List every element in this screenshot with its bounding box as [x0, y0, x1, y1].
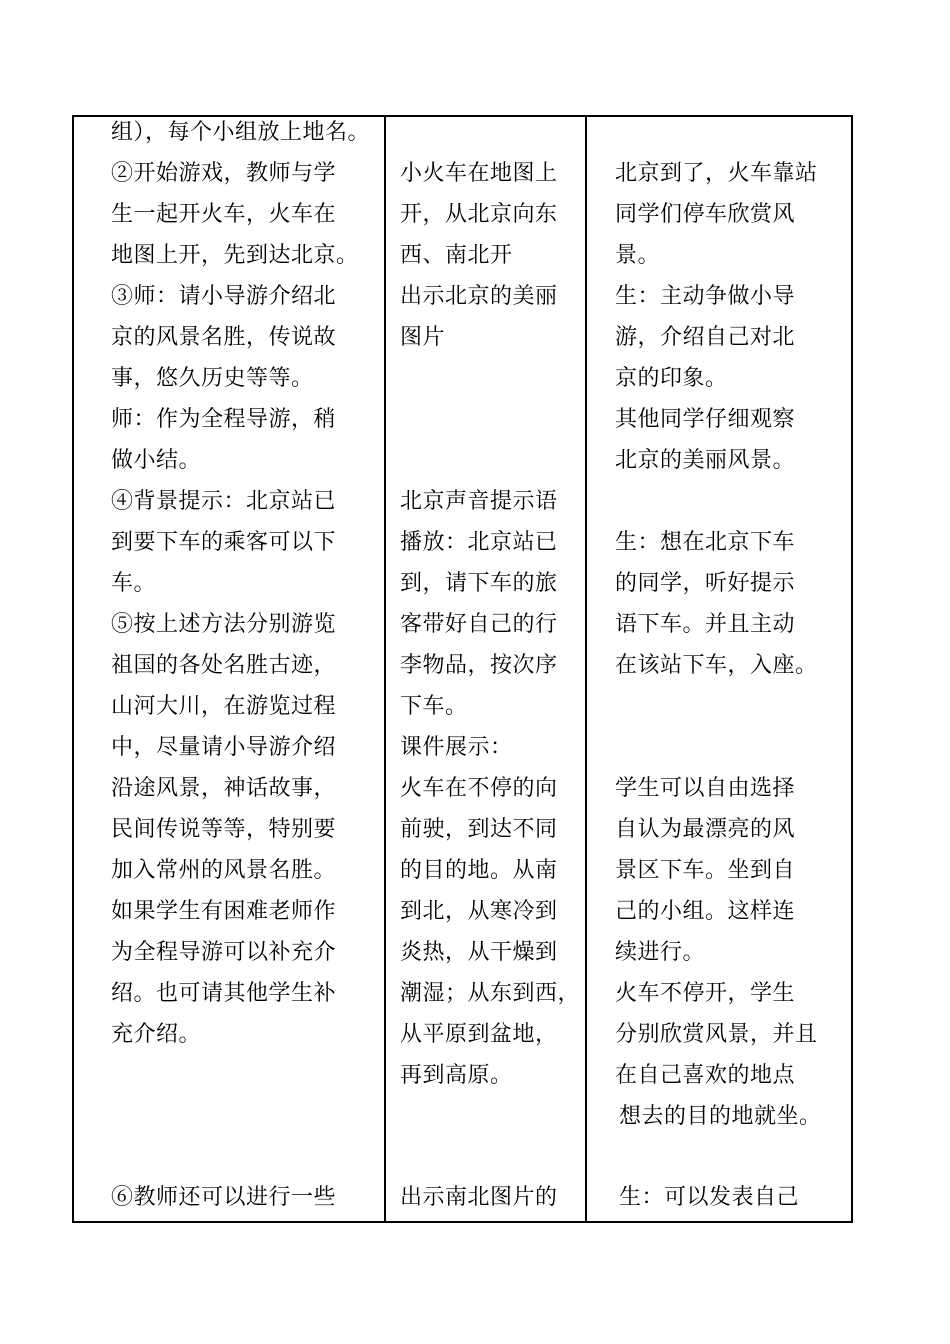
media-line: 北京声音提示语 [400, 489, 558, 514]
teacher-line: 事，悠久历史等等。 [111, 366, 314, 391]
column-divider-left [384, 117, 386, 1221]
media-line: 从平原到盆地， [400, 1022, 558, 1047]
teacher-line: 组），每个小组放上地名。 [111, 120, 371, 145]
teacher-line: 生一起开火车，火车在 [111, 202, 337, 227]
student-line: 学生可以自由选择 [615, 776, 796, 801]
teacher-line: ⑥教师还可以进行一些 [111, 1185, 337, 1210]
teacher-line: 充介绍。 [111, 1022, 202, 1047]
teacher-line: 沿途风景，神话故事， [111, 776, 337, 801]
student-line: 自认为最漂亮的风 [615, 817, 796, 842]
media-line: 到，请下车的旅 [400, 571, 558, 596]
student-line: 景。 [615, 243, 661, 268]
student-line: 在自己喜欢的地点 [615, 1063, 796, 1088]
media-line: 出示北京的美丽 [400, 284, 558, 309]
teacher-line: 地图上开，先到达北京。 [111, 243, 359, 268]
media-line: 潮湿；从东到西， [400, 981, 581, 1006]
teacher-line: 为全程导游可以补充介 [111, 940, 337, 965]
student-line: 其他同学仔细观察 [615, 407, 796, 432]
media-line: 的目的地。从南 [400, 858, 558, 883]
media-line: 出示南北图片的 [400, 1185, 558, 1210]
teacher-line: 民间传说等等，特别要 [111, 817, 337, 842]
media-line: 西、南北开 [400, 243, 513, 268]
media-line: 图片 [400, 325, 446, 350]
media-line: 到北，从寒冷到 [400, 899, 558, 924]
media-line: 下车。 [400, 694, 468, 719]
teacher-line: 祖国的各处名胜古迹， [111, 653, 337, 678]
teacher-line: 做小结。 [111, 448, 202, 473]
media-line: 炎热，从干燥到 [400, 940, 558, 965]
teacher-line: ③师：请小导游介绍北 [111, 284, 337, 309]
student-line: 生：主动争做小导 [615, 284, 796, 309]
student-line: 同学们停车欣赏风 [615, 202, 796, 227]
student-line: 己的小组。这样连 [615, 899, 796, 924]
student-line: 想去的目的地就坐。 [619, 1104, 822, 1129]
media-line: 再到高原。 [400, 1063, 513, 1088]
teacher-line: 京的风景名胜，传说故 [111, 325, 337, 350]
student-line: 火车不停开，学生 [615, 981, 796, 1006]
student-line: 分别欣赏风景，并且 [615, 1022, 818, 1047]
media-line: 课件展示： [400, 735, 513, 760]
student-line: 生：可以发表自己 [619, 1185, 800, 1210]
student-line: 北京到了，火车靠站 [615, 161, 818, 186]
student-line: 游，介绍自己对北 [615, 325, 796, 350]
media-line: 客带好自己的行 [400, 612, 558, 637]
teacher-line: 绍。也可请其他学生补 [111, 981, 337, 1006]
column-divider-right [585, 117, 587, 1221]
teacher-line: 车。 [111, 571, 157, 596]
student-line: 京的印象。 [615, 366, 728, 391]
media-line: 开，从北京向东 [400, 202, 558, 227]
media-line: 火车在不停的向 [400, 776, 558, 801]
student-line: 语下车。并且主动 [615, 612, 796, 637]
teacher-line: ②开始游戏，教师与学 [111, 161, 337, 186]
lesson-plan-table [72, 115, 853, 1223]
media-line: 李物品，按次序 [400, 653, 558, 678]
media-line: 播放：北京站已 [400, 530, 558, 555]
teacher-line: 如果学生有困难老师作 [111, 899, 337, 924]
media-line: 前驶，到达不同 [400, 817, 558, 842]
teacher-line: 师：作为全程导游，稍 [111, 407, 337, 432]
teacher-line: ④背景提示：北京站已 [111, 489, 337, 514]
media-line: 小火车在地图上 [400, 161, 558, 186]
teacher-line: 到要下车的乘客可以下 [111, 530, 337, 555]
teacher-line: ⑤按上述方法分别游览 [111, 612, 337, 637]
student-line: 的同学，听好提示 [615, 571, 796, 596]
student-line: 生：想在北京下车 [615, 530, 796, 555]
student-line: 续进行。 [615, 940, 706, 965]
student-line: 北京的美丽风景。 [615, 448, 796, 473]
student-line: 景区下车。坐到自 [615, 858, 796, 883]
student-line: 在该站下车，入座。 [615, 653, 818, 678]
teacher-line: 山河大川，在游览过程 [111, 694, 337, 719]
teacher-line: 加入常州的风景名胜。 [111, 858, 337, 883]
teacher-line: 中，尽量请小导游介绍 [111, 735, 337, 760]
